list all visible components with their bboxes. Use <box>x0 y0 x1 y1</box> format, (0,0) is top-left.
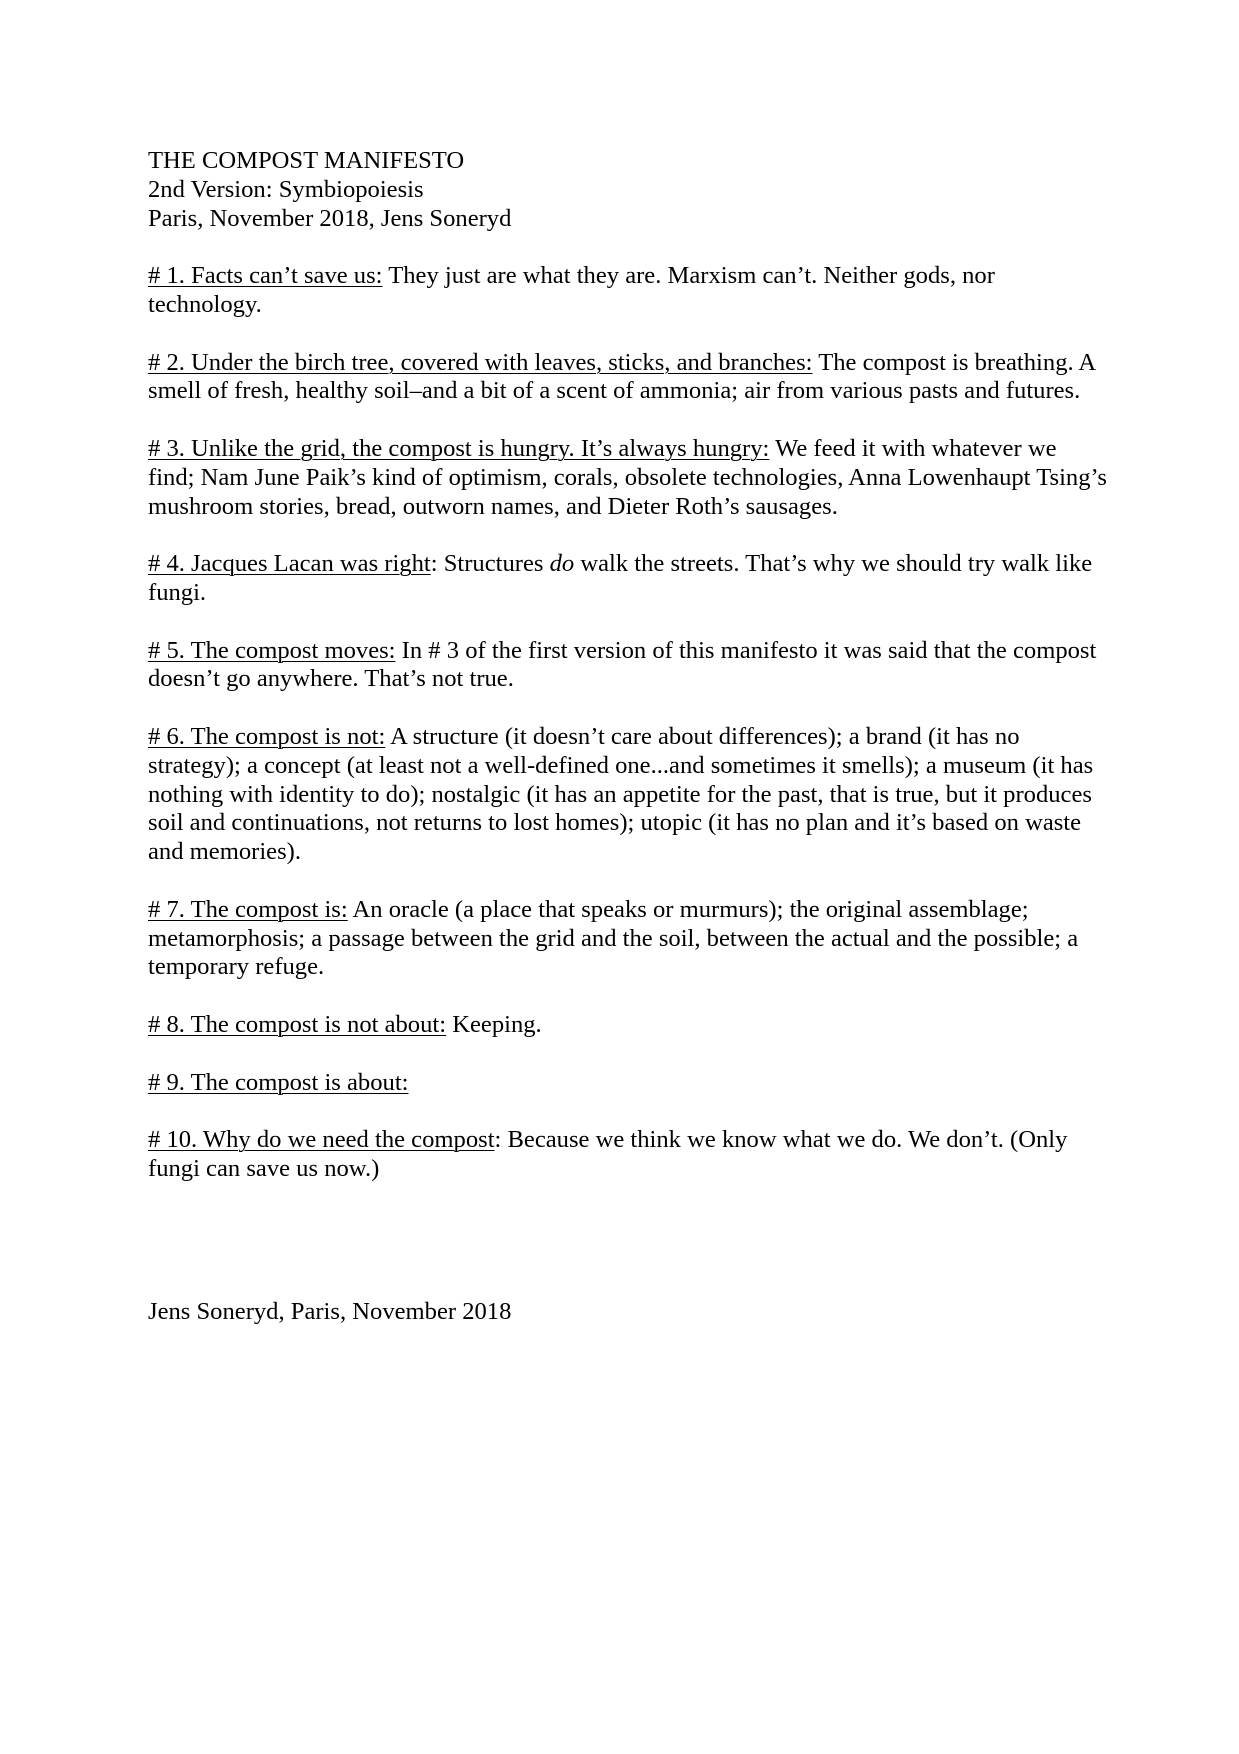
item-heading: # 7. The compost is: <box>148 895 348 923</box>
item-text: Keeping. <box>446 1010 542 1038</box>
item-heading: # 9. The compost is about: <box>148 1068 409 1096</box>
item-heading: # 10. Why do we need the compost <box>148 1126 495 1154</box>
document-place-date: Paris, November 2018, Jens Soneryd <box>148 204 512 232</box>
document-version: 2nd Version: Symbiopoiesis <box>148 175 424 203</box>
manifesto-item-2 <box>148 349 1108 407</box>
item-text: : Structures <box>430 550 550 578</box>
signature-line: Jens Soneryd, Paris, November 2018 <box>148 1298 512 1325</box>
manifesto-item-9 <box>148 1069 1108 1098</box>
item-text: walk the streets. That’s why we should try walk like fungi. <box>148 550 1093 606</box>
manifesto-item-10 <box>148 1126 1108 1184</box>
document-title: THE COMPOST MANIFESTO <box>148 147 465 174</box>
item-text: We feed it with whatever we find; Nam June Paik’s kind of optimism, corals, obsolete technologies, Anna Lowenhaupt Tsing’s mushroom stories, bread, outworn names, and Dieter Roth’s sausages. <box>148 434 1107 520</box>
manifesto-item-4 <box>148 550 1108 608</box>
manifesto-body <box>148 147 1108 1184</box>
item-text: : Because we think we know what we do. We don’t. (Only fungi can save us now.) <box>148 1126 1068 1182</box>
manifesto-item-8 <box>148 1011 1108 1040</box>
item-heading: # 4. Jacques Lacan was right <box>148 550 431 578</box>
item-heading: # 2. Under the birch tree, covered with leaves, sticks, and branches: <box>148 348 813 376</box>
item-heading: # 5. The compost moves: <box>148 636 396 664</box>
item-text: An oracle (a place that speaks or murmurs); the original assemblage; metamorphosis; a passage between the grid and the soil, between the actual and the possible; a temporary refuge. <box>148 895 1079 981</box>
item-heading: # 3. Unlike the grid, the compost is hungry. It’s always hungry: <box>148 434 770 462</box>
manifesto-item-7 <box>148 896 1108 982</box>
item-heading: # 8. The compost is not about: <box>148 1010 447 1038</box>
manifesto-item-6 <box>148 723 1108 867</box>
manifesto-item-1 <box>148 262 1108 320</box>
manifesto-item-3 <box>148 435 1108 521</box>
document-header <box>148 147 1108 233</box>
item-text: The compost is breathing. A smell of fresh, healthy soil–and a bit of a scent of ammonia; air from various pasts and futures. <box>148 348 1095 405</box>
item-text: A structure (it doesn’t care about differences); a brand (it has no strategy); a concept (at least not a well-defined one...and sometimes it smells); a museum (it has nothing with identity to do); nostalgic (it has an appetite for the past, that is true, but it produces soil and continuations, not returns to lost homes); utopic (it has no plan and it’s based on waste and memories). <box>148 722 1094 866</box>
item-text: They just are what they are. Marxism can’t. Neither gods, nor technology. <box>148 262 995 318</box>
item-emphasis: do <box>549 550 575 578</box>
item-heading: # 6. The compost is not: <box>148 722 386 750</box>
item-heading: # 1. Facts can’t save us: <box>148 262 383 290</box>
item-text: In # 3 of the first version of this manifesto it was said that the compost doesn’t go anywhere. That’s not true. <box>148 636 1097 693</box>
manifesto-item-5 <box>148 637 1108 695</box>
